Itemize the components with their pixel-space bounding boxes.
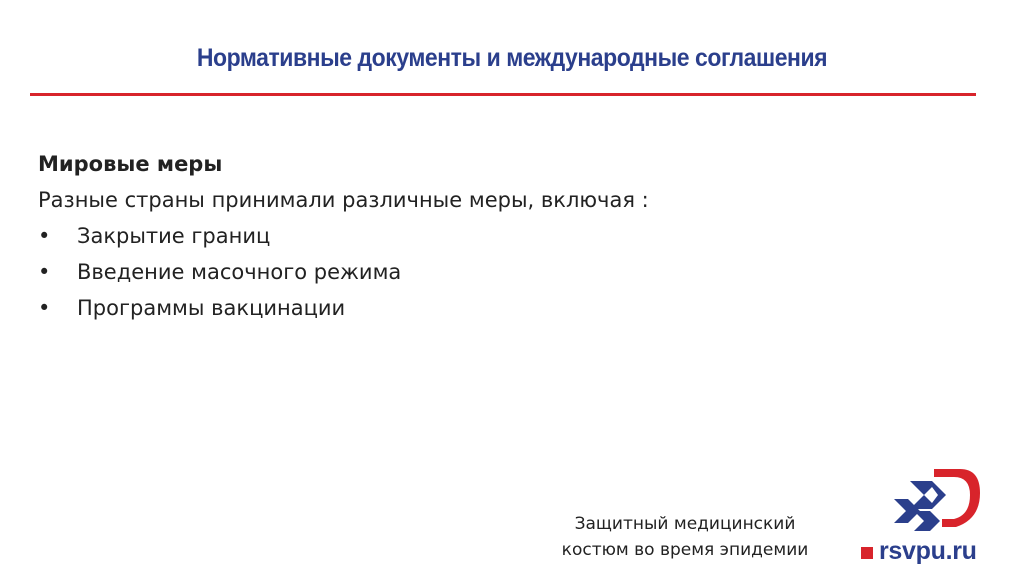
slide-title: Нормативные документы и международные соглашения xyxy=(196,44,828,72)
bullet-dot: • xyxy=(38,224,51,248)
logo-square-icon xyxy=(861,547,873,559)
footer-line-1: Защитный медицинский xyxy=(574,514,796,534)
bullet-item xyxy=(38,290,938,326)
university-logo-icon xyxy=(890,467,982,533)
footer-line-2: костюм во время эпидемии xyxy=(561,540,809,560)
bullet-text: Закрытие границ xyxy=(77,224,271,248)
slide-content xyxy=(38,146,938,326)
bullet-list xyxy=(38,218,938,326)
logo-site-label[interactable] xyxy=(861,534,977,568)
bullet-text: Введение масочного режима xyxy=(77,260,402,284)
bullet-dot: • xyxy=(38,296,51,320)
bullet-text: Программы вакцинации xyxy=(77,296,346,320)
footer-caption xyxy=(520,511,850,563)
section-heading: Мировые меры xyxy=(38,152,223,176)
title-divider xyxy=(30,93,976,96)
bullet-item xyxy=(38,218,938,254)
logo-site-text: rsvpu.ru xyxy=(879,536,977,565)
bullet-item xyxy=(38,254,938,290)
bullet-dot: • xyxy=(38,260,51,284)
intro-text: Разные страны принимали различные меры, включая : xyxy=(38,188,649,212)
